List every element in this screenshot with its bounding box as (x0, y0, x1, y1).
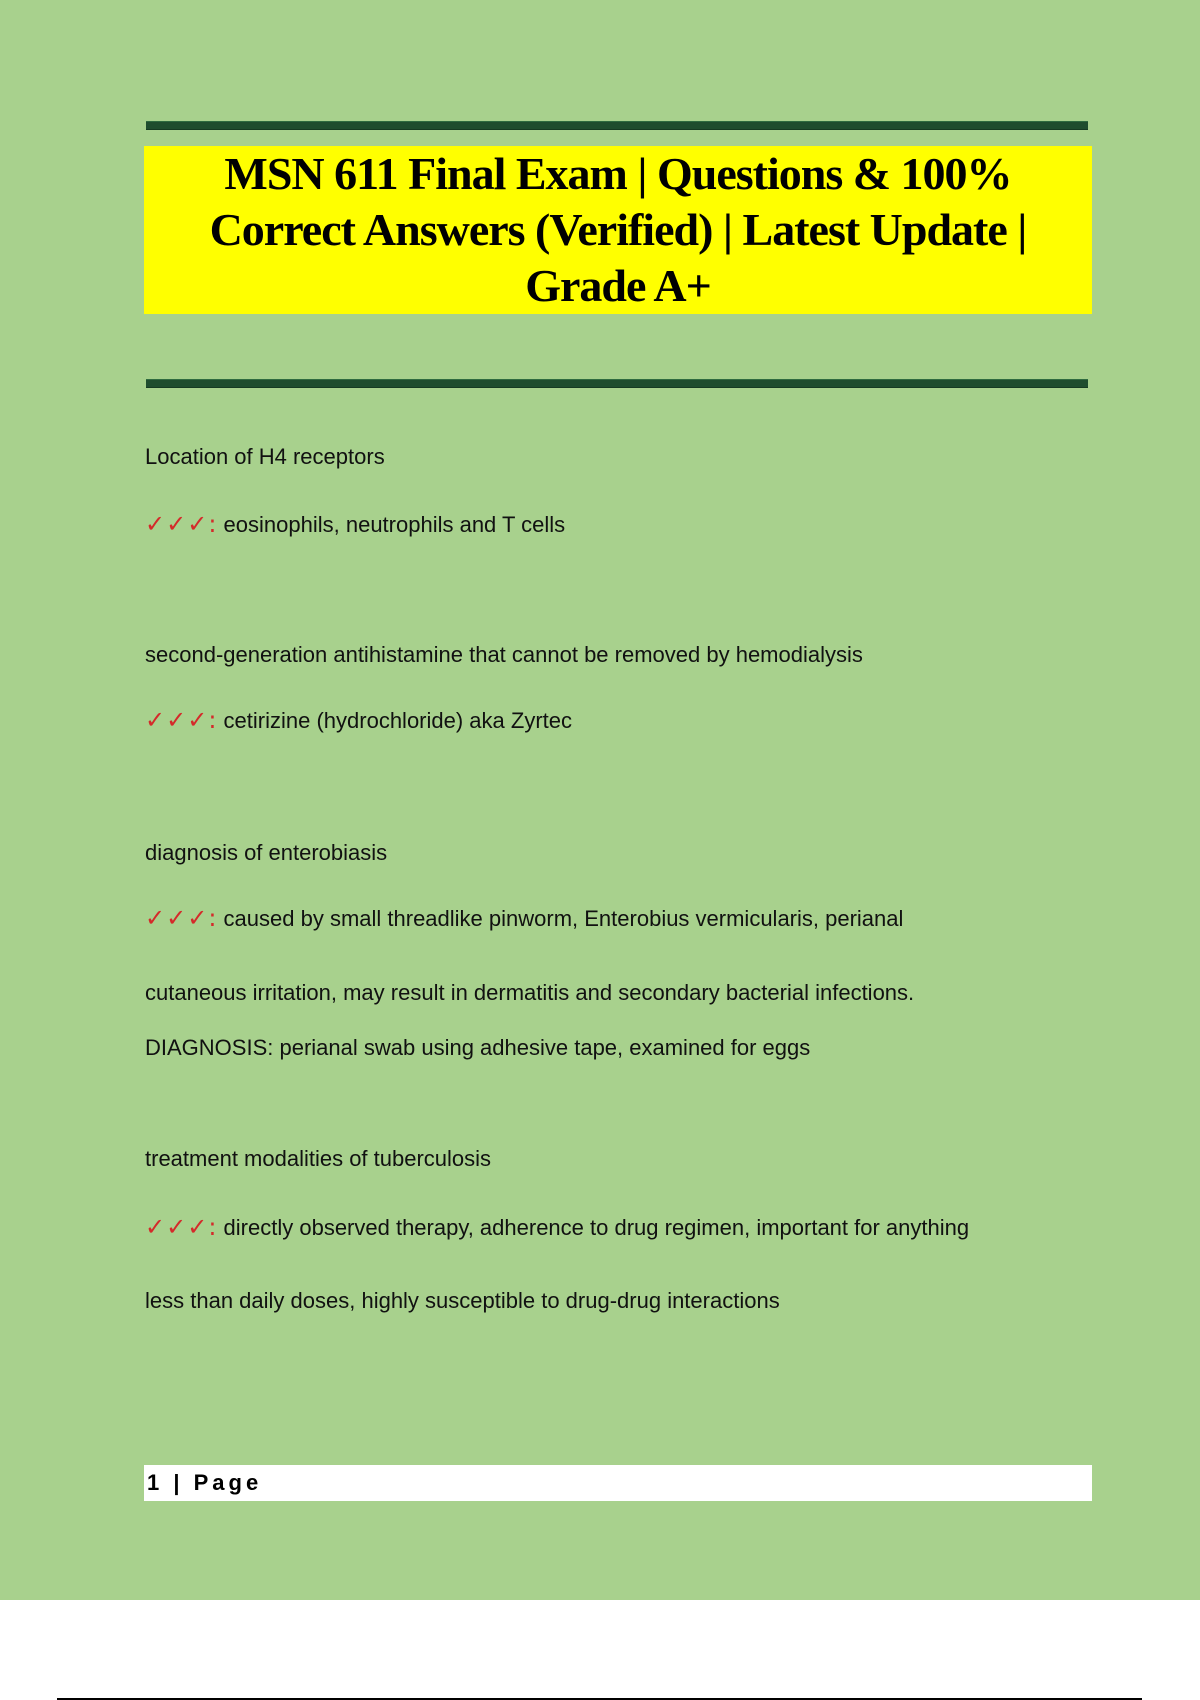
answer-text: eosinophils, neutrophils and T cells (223, 512, 566, 537)
page-footer (144, 1465, 1092, 1501)
title-banner (144, 146, 1092, 314)
question-1: Location of H4 receptors (145, 444, 385, 469)
document-title: MSN 611 Final Exam | Questions & 100% Correct Answers (Verified) | Latest Update | Grade A+ (209, 148, 1027, 311)
question-2: second-generation antihistamine that cannot be removed by hemodialysis (145, 642, 863, 667)
checkmark-icon: ✓✓✓: (145, 510, 218, 538)
question-3: diagnosis of enterobiasis (145, 840, 388, 865)
checkmark-icon: ✓✓✓: (145, 706, 218, 734)
checkmark-icon: ✓✓✓: (145, 904, 218, 932)
title-rule-top (146, 121, 1088, 130)
answer-text: directly observed therapy, adherence to drug regimen, important for anything (223, 1215, 970, 1240)
checkmark-icon: ✓✓✓: (145, 1213, 218, 1241)
title-rule-bottom (146, 379, 1088, 388)
answer-3-line-1 (145, 904, 903, 932)
answer-3-line-2: cutaneous irritation, may result in dermatitis and secondary bacterial infections. (145, 980, 915, 1005)
answer-text: caused by small threadlike pinworm, Enterobius vermicularis, perianal (223, 906, 904, 931)
page-number: 1 | Page (147, 1470, 263, 1495)
answer-3-line-3: DIAGNOSIS: perianal swab using adhesive tape, examined for eggs (145, 1035, 811, 1060)
answer-1-line-1 (145, 510, 565, 538)
question-4: treatment modalities of tuberculosis (145, 1146, 492, 1171)
answer-2-line-1 (145, 706, 572, 734)
answer-4-line-2: less than daily doses, highly susceptible to drug-drug interactions (145, 1288, 780, 1313)
answer-text: cetirizine (hydrochloride) aka Zyrtec (223, 708, 573, 733)
answer-4-line-1 (145, 1213, 969, 1241)
